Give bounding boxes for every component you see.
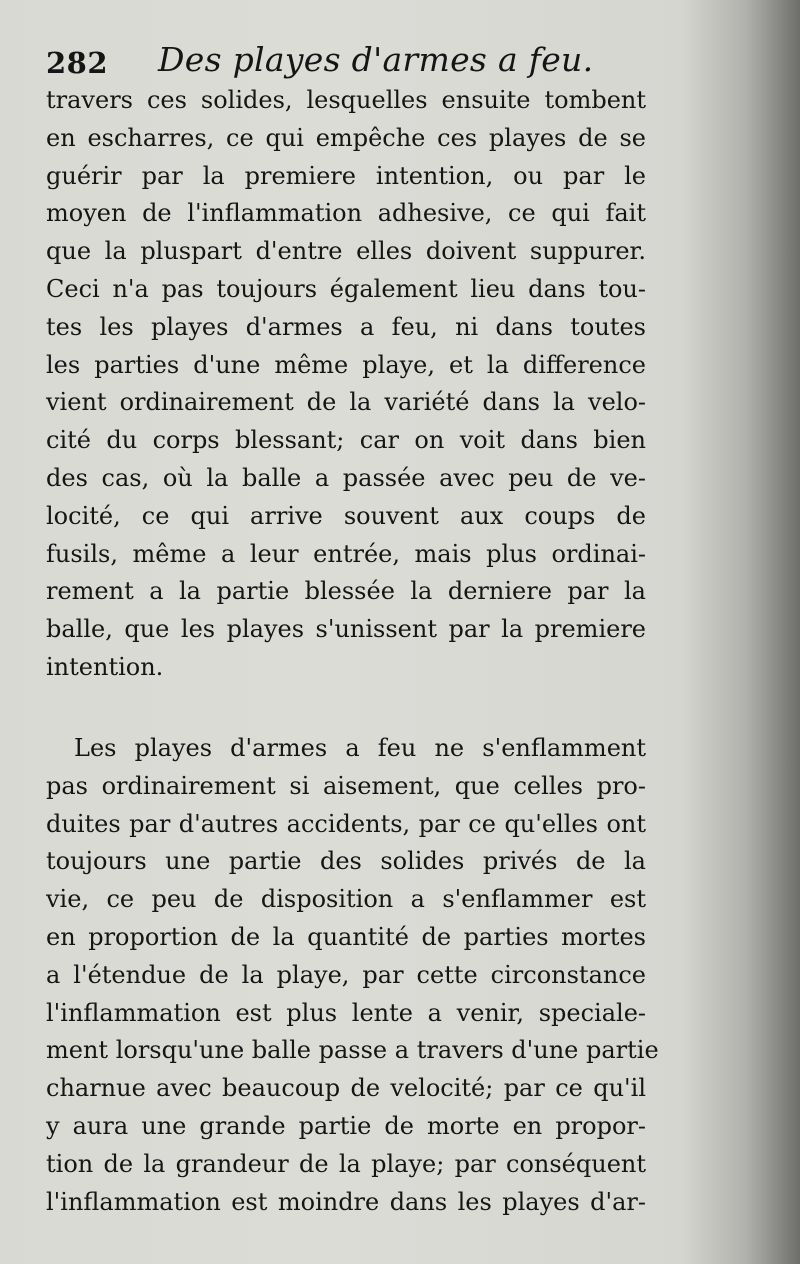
running-title: Des playes d'armes a feu. [158, 40, 594, 79]
text-line: tes les playes d'armes a feu, ni dans toutes [46, 312, 646, 341]
text-line: des cas, où la balle a passée avec peu de ve- [46, 463, 646, 492]
text-line: fusils, même a leur entrée, mais plus ordinai- [46, 539, 646, 568]
text-line: vient ordinairement de la variété dans la velo- [46, 388, 646, 417]
text-line: locité, ce qui arrive souvent aux coups de [46, 501, 646, 530]
text-line: travers ces solides, lesquelles ensuite tombent [46, 86, 646, 114]
text-line: a l'étendue de la playe, par cette circonstance [46, 960, 646, 989]
text-line: que la pluspart d'entre elles doivent suppurer. [46, 237, 646, 266]
text-line: balle, que les playes s'unissent par la premiere [46, 615, 646, 644]
text-line: toujours une partie des solides privés de la [46, 847, 646, 876]
text-line: en proportion de la quantité de parties mortes [46, 922, 646, 951]
text-line: duites par d'autres accidents, par ce qu'elles ont [46, 809, 646, 838]
text-line: cité du corps blessant; car on voit dans bien [46, 426, 646, 455]
text-line: rement a la partie blessée la derniere par la [46, 577, 646, 606]
paragraph-2 [46, 730, 659, 1221]
text-line: vie, ce peu de disposition a s'enflammer est [46, 885, 646, 914]
text-line: guérir par la premiere intention, ou par le [46, 161, 646, 190]
text-line: l'inflammation est plus lente a venir, speciale- [46, 998, 646, 1027]
page-header [46, 38, 606, 88]
text-line: moyen de l'inflammation adhesive, ce qui fait [46, 199, 646, 228]
paragraph-1 [46, 82, 646, 687]
text-line: intention. [46, 652, 164, 681]
text-line: tion de la grandeur de la playe; par conséquent [46, 1149, 646, 1178]
text-line: charnue avec beaucoup de velocité; par ce qu'il [46, 1074, 646, 1103]
text-line: l'inflammation est moindre dans les playes d'ar- [46, 1187, 646, 1216]
page-number: 282 [46, 46, 109, 80]
text-line: pas ordinairement si aisement, que celles pro- [46, 771, 646, 800]
text-line: y aura une grande partie de morte en propor- [46, 1111, 646, 1140]
text-line: Les playes d'armes a feu ne s'enflamment [74, 734, 646, 762]
text-line: Ceci n'a pas toujours également lieu dans tou- [46, 274, 646, 303]
text-line: les parties d'une même playe, et la difference [46, 350, 646, 379]
text-line: ment lorsqu'une balle passe a travers d'une partie [46, 1036, 659, 1065]
text-line: en escharres, ce qui empêche ces playes de se [46, 123, 646, 152]
